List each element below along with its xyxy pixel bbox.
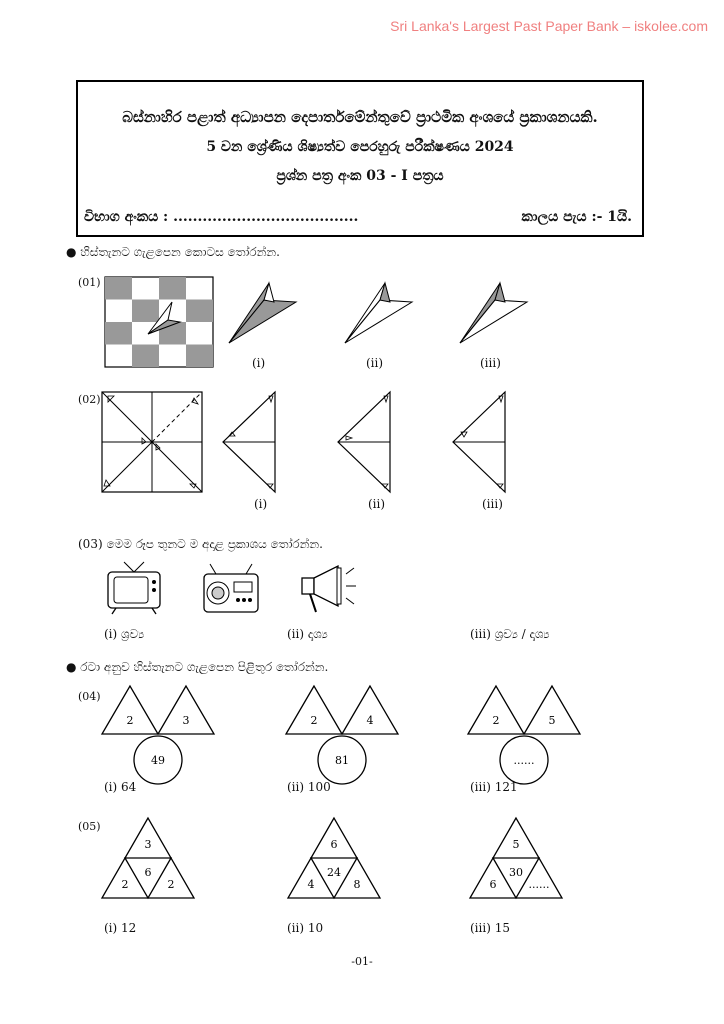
header-line-2: 5 වන ශ්‍රේණිය ශිෂ්‍යත්ව පෙරහුරු පරීක්ෂණය 2024 bbox=[206, 139, 514, 155]
q5-fig1-right: 2 bbox=[167, 878, 175, 891]
q2-option-iii-figure bbox=[445, 388, 515, 500]
q4-figure-3 bbox=[464, 682, 584, 794]
header-line-1: බස්නාහිර පළාත් අධ්‍යාපන දෙපාර්තමේන්තුවේ ප්‍රාථමික අංශයේ ප්‍රකාශනයකි. bbox=[122, 108, 598, 126]
q2-option-i-label[interactable]: (i) bbox=[254, 497, 268, 511]
q4-option-ii[interactable]: (ii) 100 bbox=[287, 780, 331, 794]
q1-option-ii-label[interactable]: (ii) bbox=[366, 356, 384, 370]
q5-fig2-top: 6 bbox=[330, 838, 338, 851]
q2-option-ii-figure bbox=[330, 388, 400, 500]
q1-option-iii-label[interactable]: (iii) bbox=[480, 356, 501, 370]
q4-fig3-left: 2 bbox=[492, 714, 500, 727]
q5-figure-2 bbox=[284, 814, 384, 904]
q4-figure-1 bbox=[98, 682, 218, 794]
q5-fig2-mid: 24 bbox=[327, 866, 341, 879]
q2-number: (02) bbox=[78, 393, 101, 406]
q2-option-iii-label[interactable]: (iii) bbox=[482, 497, 503, 511]
q5-number: (05) bbox=[78, 820, 101, 833]
q1-option-i-figure bbox=[224, 278, 304, 348]
q4-fig1-circle: 49 bbox=[151, 754, 165, 767]
q5-fig2-right: 8 bbox=[353, 878, 361, 891]
q4-fig1-left: 2 bbox=[126, 714, 134, 727]
instruction-1: ● හිස්තැනට ගැළපෙන කොටස තෝරන්න. bbox=[66, 245, 280, 259]
q5-fig3-left: 6 bbox=[489, 878, 497, 891]
q4-number: (04) bbox=[78, 690, 101, 703]
q4-figure-2 bbox=[282, 682, 402, 794]
q5-fig3-right: ...... bbox=[528, 878, 550, 891]
q5-option-iii[interactable]: (iii) 15 bbox=[470, 921, 510, 935]
q2-option-ii-label[interactable]: (ii) bbox=[368, 497, 386, 511]
instruction-2-text: රටා අනුව හිස්තැනට ගැළපෙන පිළිතුර තෝරන්න. bbox=[80, 660, 329, 674]
q3-option-i[interactable]: (i) ශ්‍රව්‍ය bbox=[104, 627, 145, 641]
q5-fig3-top: 5 bbox=[512, 838, 520, 851]
q3-option-ii[interactable]: (ii) දෘශ්‍ය bbox=[287, 627, 328, 641]
q5-fig1-top: 3 bbox=[144, 838, 152, 851]
q1-pattern-figure bbox=[100, 272, 220, 370]
header-box bbox=[76, 80, 644, 237]
header-line-3: ප්‍රශ්න පත්‍ර අංක 03 - I පත්‍රය bbox=[276, 168, 444, 184]
television-icon bbox=[104, 560, 164, 616]
q5-fig1-mid: 6 bbox=[144, 866, 152, 879]
instruction-2: ● රටා අනුව හිස්තැනට ගැළපෙන පිළිතුර තෝරන්න. bbox=[66, 660, 329, 674]
q1-option-iii-figure bbox=[455, 278, 535, 348]
q4-fig3-right: 5 bbox=[548, 714, 556, 727]
radio-icon bbox=[200, 562, 262, 616]
q5-figure-3 bbox=[466, 814, 566, 904]
q5-fig1-left: 2 bbox=[121, 878, 129, 891]
q2-pattern-figure bbox=[98, 388, 208, 500]
q4-option-iii[interactable]: (iii) 121 bbox=[470, 780, 518, 794]
q5-fig3-mid: 30 bbox=[509, 866, 523, 879]
q1-option-ii-figure bbox=[340, 278, 420, 348]
q5-option-ii[interactable]: (ii) 10 bbox=[287, 921, 324, 935]
q4-fig1-right: 3 bbox=[182, 714, 190, 727]
q4-fig3-circle: ...... bbox=[513, 754, 535, 767]
q4-option-i[interactable]: (i) 64 bbox=[104, 780, 137, 794]
q5-figure-1 bbox=[98, 814, 198, 904]
q1-number: (01) bbox=[78, 276, 101, 289]
page-number: -01- bbox=[351, 955, 373, 968]
q4-fig2-circle: 81 bbox=[335, 754, 349, 767]
q5-fig2-left: 4 bbox=[307, 878, 315, 891]
q3-option-iii[interactable]: (iii) ශ්‍රව්‍ය / දෘශ්‍ය bbox=[470, 627, 550, 641]
q5-option-i[interactable]: (i) 12 bbox=[104, 921, 137, 935]
watermark: Sri Lanka's Largest Past Paper Bank – iskolee.com bbox=[390, 18, 708, 34]
instruction-1-text: හිස්තැනට ගැළපෙන කොටස තෝරන්න. bbox=[80, 245, 280, 259]
q3-prompt: (03) මෙම රූප තුනට ම අදාළ ප්‍රකාශය තෝරන්න. bbox=[78, 537, 323, 551]
megaphone-icon bbox=[296, 562, 358, 618]
q2-option-i-figure bbox=[215, 388, 285, 500]
q4-fig2-right: 4 bbox=[366, 714, 374, 727]
q1-option-i-label[interactable]: (i) bbox=[252, 356, 266, 370]
q4-fig2-left: 2 bbox=[310, 714, 318, 727]
time-label: කාලය පැය :- 1යි. bbox=[521, 209, 632, 225]
index-number-label: විභාග අංකය : ...................................... bbox=[84, 209, 359, 225]
